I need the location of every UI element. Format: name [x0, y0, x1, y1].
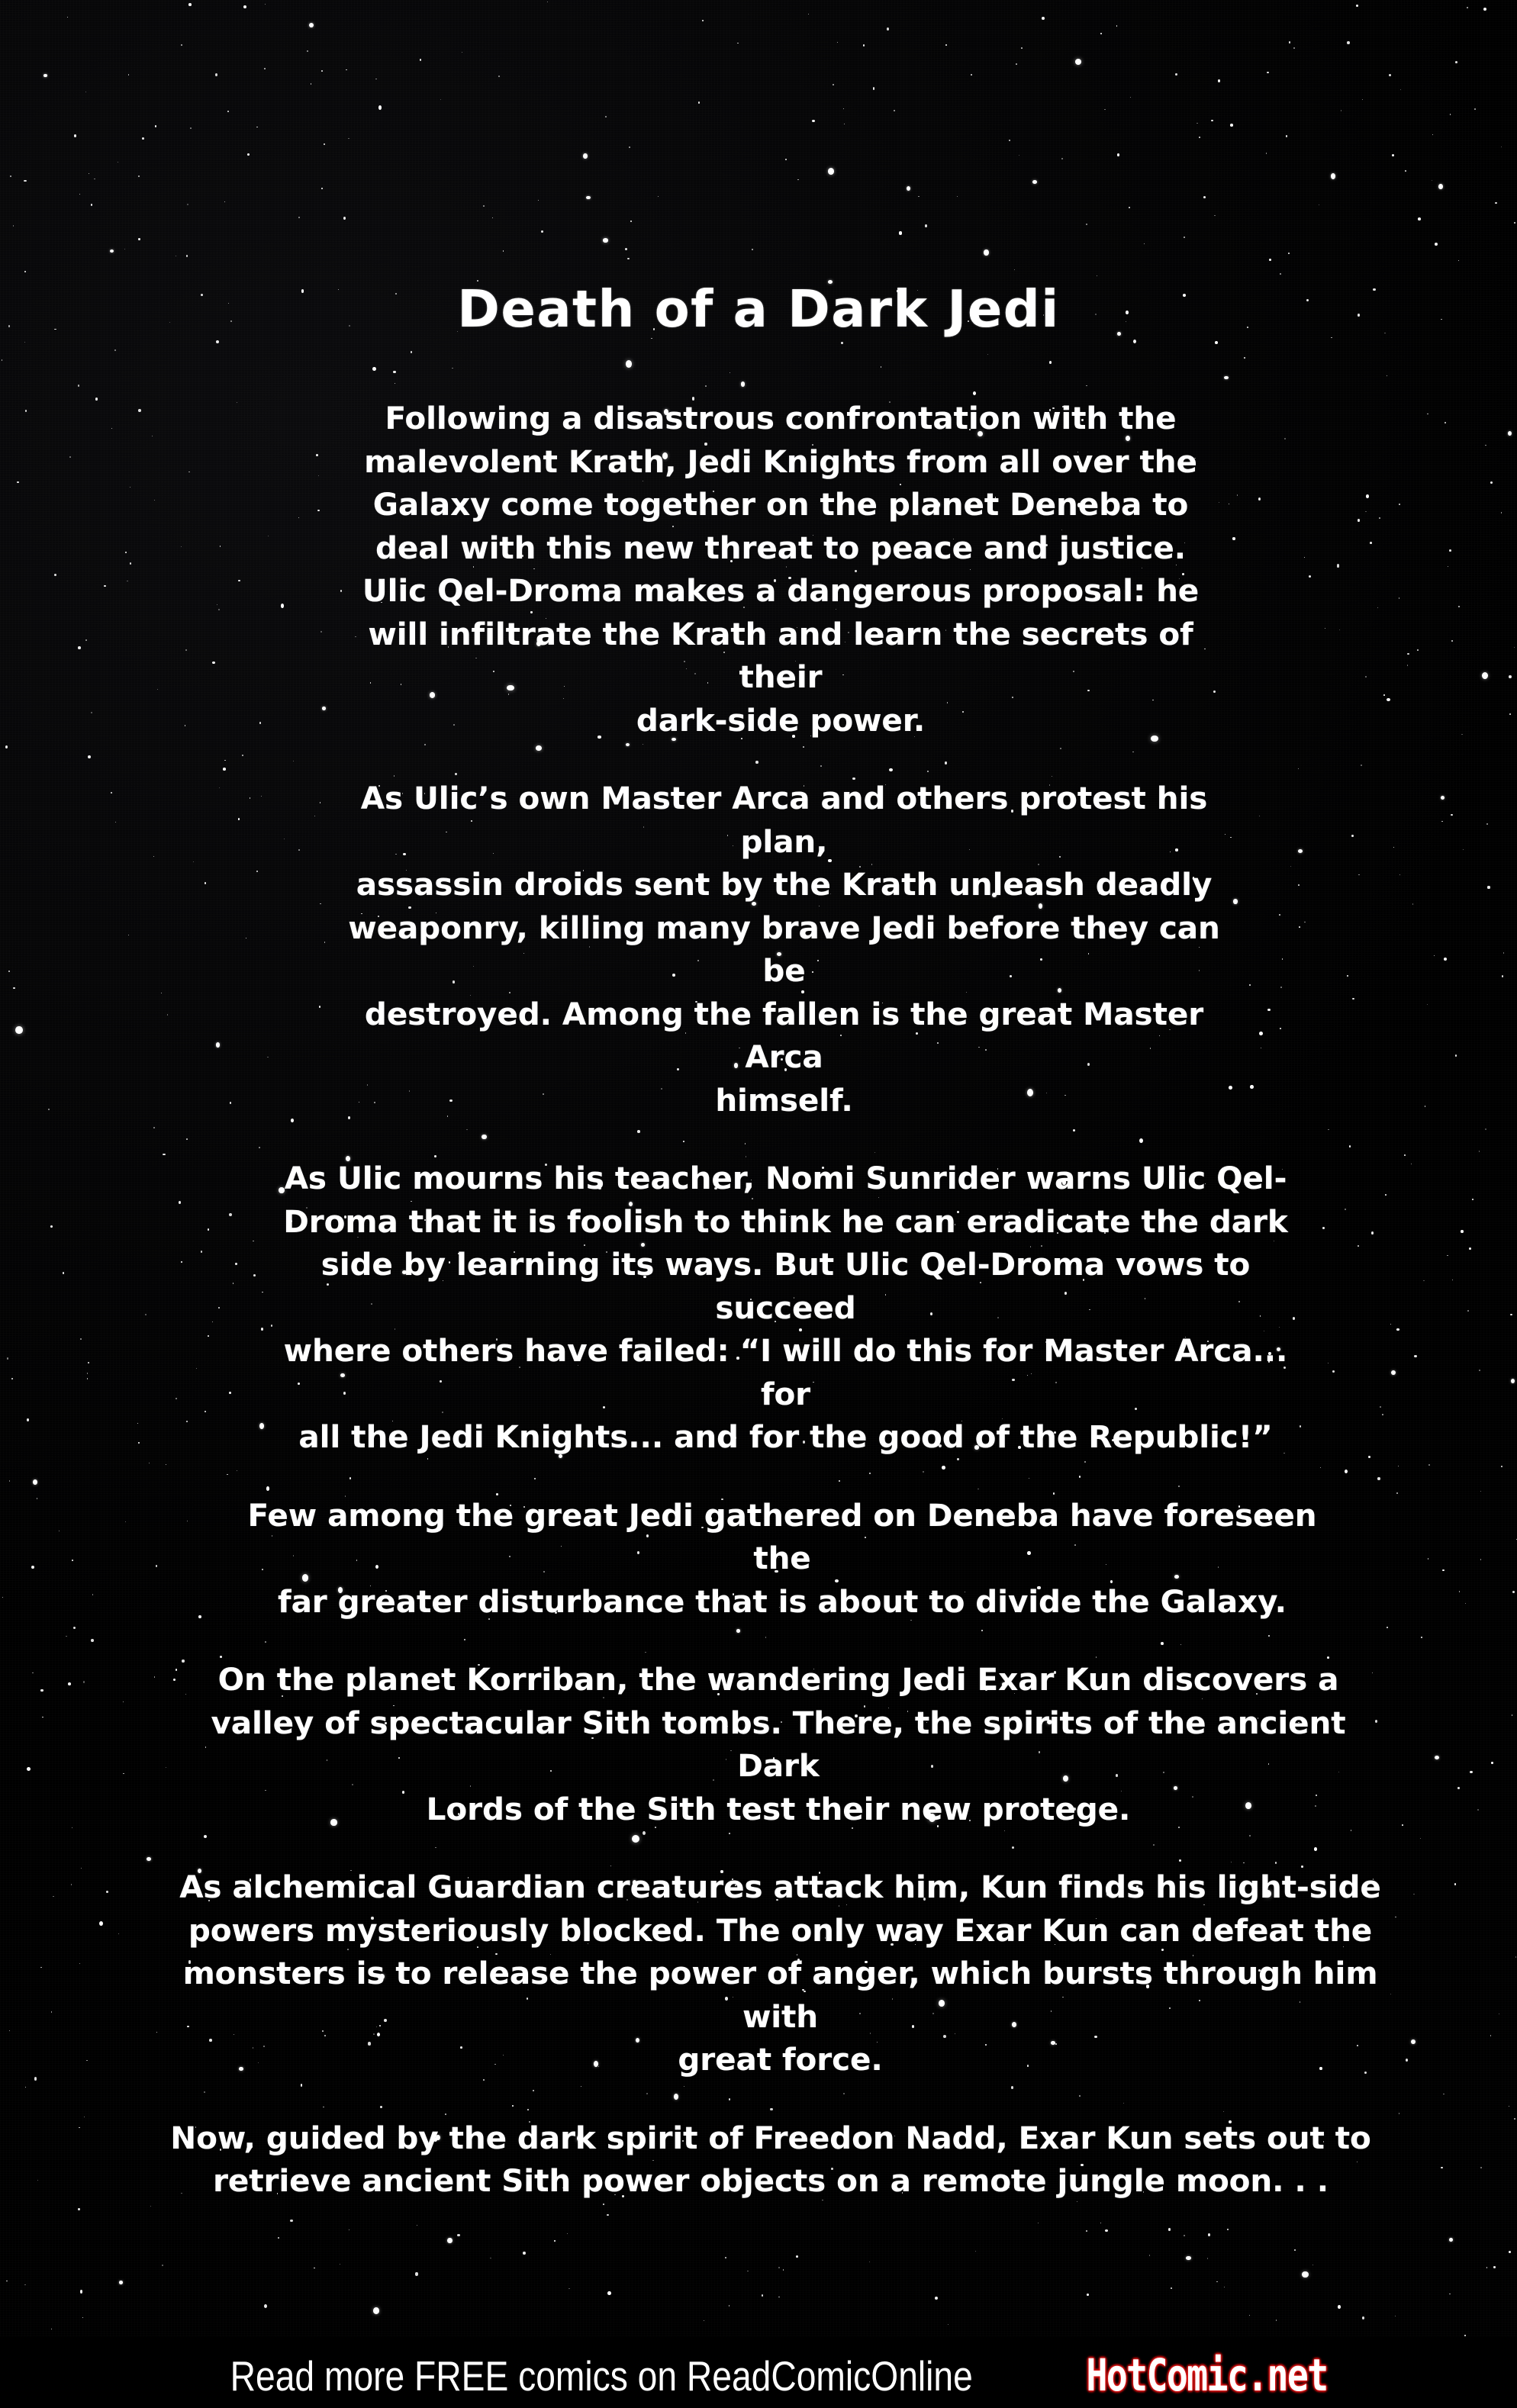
footer-content — [159, 2349, 1358, 2401]
story-paragraph: Following a disastrous confrontation with the malevolent Krath, Jedi Knights from all over the Galaxy come together on the planet Deneba to deal with this new threat to peace and justice. Ulic Qel-Droma makes a dangerous proposal: he will infiltrate the Krath and learn the secrets of their dark-side power. — [362, 400, 1200, 739]
story-paragraph: As alchemical Guardian creatures attack him, Kun finds his light-side powers mysteriously blocked. The only way Exar Kun can defeat the monsters is to release the power of anger, which bursts through him with great force. — [179, 1869, 1381, 2078]
footer-bar — [0, 2336, 1517, 2408]
story-paragraph: Now, guided by the dark spirit of Freedon Nadd, Exar Kun sets out to retrieve ancient Sith power objects on a remote jungle moon. . . — [170, 2119, 1371, 2199]
site-watermark: HotComic.net — [1086, 2349, 1328, 2401]
story-paragraph: As Ulic’s own Master Arca and others protest his plan, assassin droids sent by the Krath unleash deadly weaponry, killing many brave Jedi before they can be destroyed. Among the fallen is the great Master Arca himself. — [348, 780, 1220, 1119]
page-title: Death of a Dark Jedi — [457, 279, 1060, 339]
promo-text: Read more FREE comics on ReadComicOnline — [230, 2352, 974, 2400]
story-paragraph: As Ulic mourns his teacher, Nomi Sunrider warns Ulic Qel- Droma that it is foolish to think he can eradicate the dark side by learning its ways. But Ulic Qel-Droma vows to succeed where others have failed: “I will do this for Master Arca... for all the Jedi Knights... and for the good of the Republic!” — [283, 1160, 1288, 1455]
story-paragraph: Few among the great Jedi gathered on Deneba have foreseen the far greater disturbance that is about to divide the Galaxy. — [247, 1496, 1317, 1620]
story-text-block — [107, 397, 1410, 2203]
story-paragraph: On the planet Korriban, the wandering Jedi Exar Kun discovers a valley of spectacular Sith tombs. There, the spirits of the ancient Dark Lords of the Sith test their new protege. — [211, 1661, 1346, 1827]
